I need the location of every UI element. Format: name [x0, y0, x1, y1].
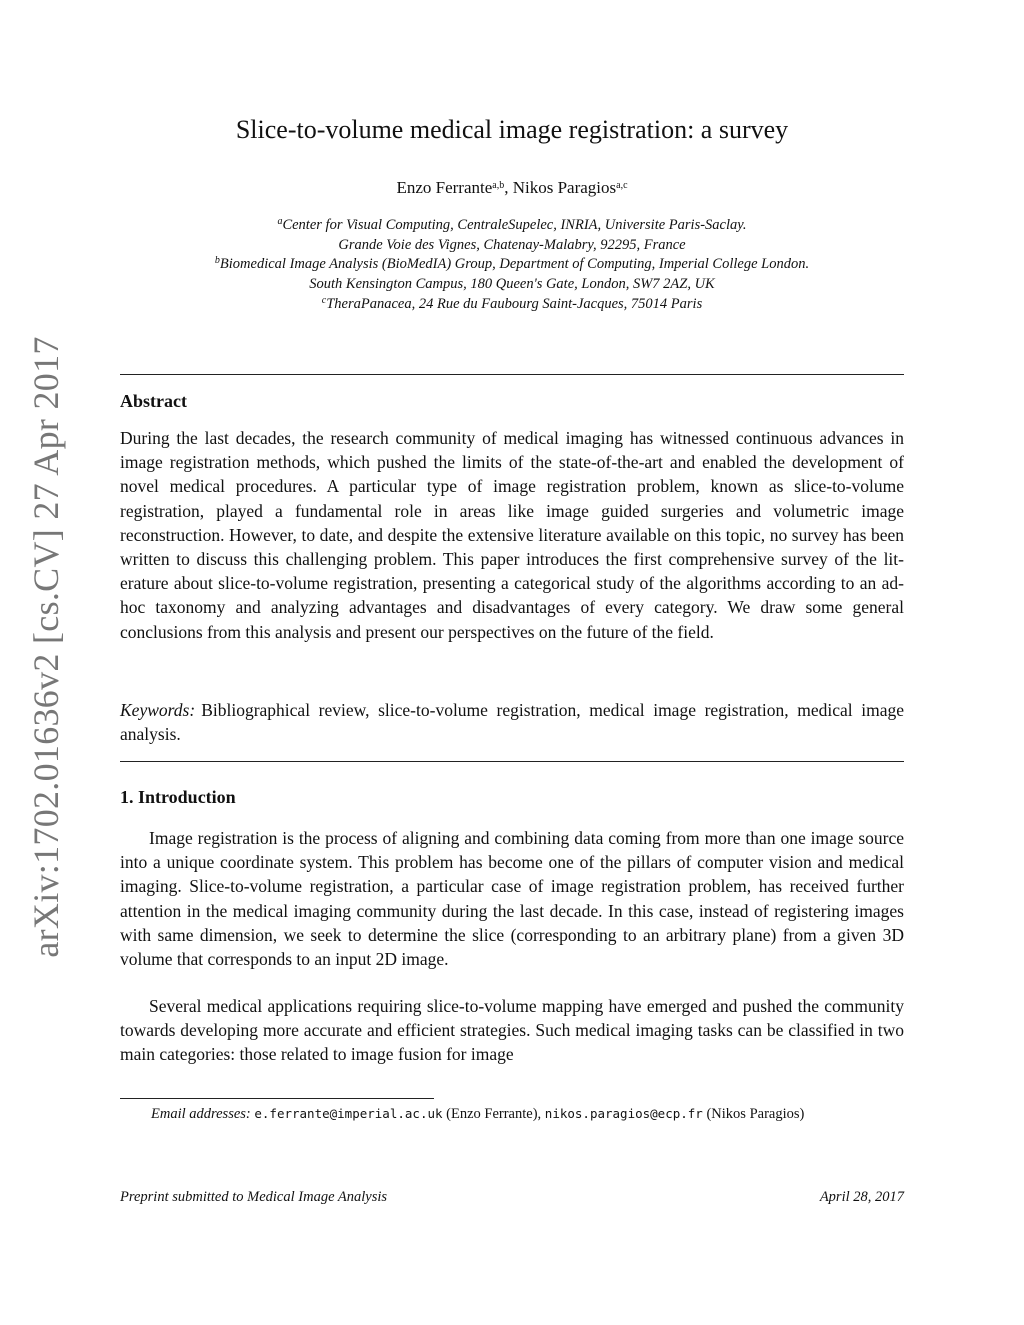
page-footer [120, 1189, 904, 1206]
author-list [120, 176, 904, 200]
abstract-heading: Abstract [120, 391, 187, 411]
footnote-emails [120, 1104, 904, 1124]
footnote-rule [120, 1098, 434, 1099]
keywords [120, 698, 904, 746]
author-name: Enzo Ferrante [396, 178, 493, 197]
author-name: Nikos Paragios [512, 178, 617, 197]
author-separator: , [504, 178, 513, 197]
affiliation-line: Grande Voie des Vignes, Chatenay-Malabry, 92295, France [338, 236, 686, 253]
affiliation-mark: a [277, 216, 283, 227]
abstract-bottom-rule [120, 761, 904, 762]
section-heading-introduction: 1. Introduction [120, 787, 236, 807]
affiliation-line [120, 295, 904, 315]
footnote-author: (Nikos Paragios) [706, 1106, 805, 1122]
affiliation-text: Center for Visual Computing, CentraleSupelec, INRIA, Universite Paris-Saclay. [282, 217, 747, 233]
intro-paragraph: Several medical applications requiring slice-to-volume mapping have emerged and pushed the community towards developing more accurate and efficient strategies. Such medical imaging tasks can be classified in two main categories: those related to image fusion for image [120, 996, 904, 1065]
affiliation-mark: c [321, 294, 327, 306]
arxiv-stamp: arXiv:1702.01636v2 [cs.CV] 27 Apr 2017 [26, 336, 66, 958]
affiliations [120, 216, 904, 315]
affiliation-text: Biomedical Image Analysis (BioMedIA) Group, Department of Computing, Imperial College London. [219, 256, 810, 273]
keywords-text: Bibliographical review, slice-to-volume registration, medical image registration, medical image analysis. [120, 700, 904, 745]
footer-journal: Preprint submitted to Medical Image Analysis [120, 1189, 388, 1205]
footnote-author: (Enzo Ferrante), [446, 1106, 542, 1122]
paper-title: Slice-to-volume medical image registration: a survey [235, 115, 789, 144]
affiliation-line [120, 255, 904, 275]
intro-paragraph: Image registration is the process of aligning and combining data coming from more than one image source into a unique coordinate system. This problem has become one of the pillars of computer vision and medical imaging. Slice-to-volume registration, a particular case of image registration problem, has received further attention in the medical imaging community during the last decade. In this case, instead of registering images with same dimension, we seek to determine the slice (corresponding to an arbitrary plane) from a given 3D volume that corresponds to an input 2D image. [120, 828, 904, 970]
email-link[interactable]: nikos.paragios@ecp.fr [544, 1106, 703, 1121]
affiliation-line [120, 216, 904, 236]
affiliation-line: South Kensington Campus, 180 Queen's Gate, London, SW7 2AZ, UK [309, 276, 715, 293]
footnote-label: Email addresses: [151, 1106, 251, 1122]
abstract-text: During the last decades, the research community of medical imaging has witnessed continuous advances in image registration methods, which pushed the limits of the state-of-the-art and enabled the development of novel medical procedures. A particular type of image registration problem, known as slice-to-volume registration, played a fundamental role in areas like image guided surgeries and volumetric image reconstruction. However, to date, and despite the extensive literature available on this topic, no survey has been written to discuss this challenging problem. This paper introduces the first comprehensive survey of the literature about slice-to-volume registration, presenting a categorical study of the algorithms according to an ad-hoc taxonomy and analyzing advantages and disadvantages of every category. We draw some general conclusions from this analysis and present our perspectives on the future of the field. [120, 428, 904, 642]
keywords-label: Keywords: [120, 700, 196, 720]
affiliation-mark: b [214, 255, 220, 267]
abstract-top-rule [120, 374, 904, 375]
footer-date: April 28, 2017 [819, 1189, 904, 1205]
affiliation-text: TheraPanacea, 24 Rue du Faubourg Saint-Jacques, 75014 Paris [326, 295, 703, 312]
author-affiliation-mark: a,c [616, 180, 628, 191]
author-affiliation-mark: a,b [492, 180, 505, 191]
email-link[interactable]: e.ferrante@imperial.ac.uk [254, 1106, 443, 1121]
